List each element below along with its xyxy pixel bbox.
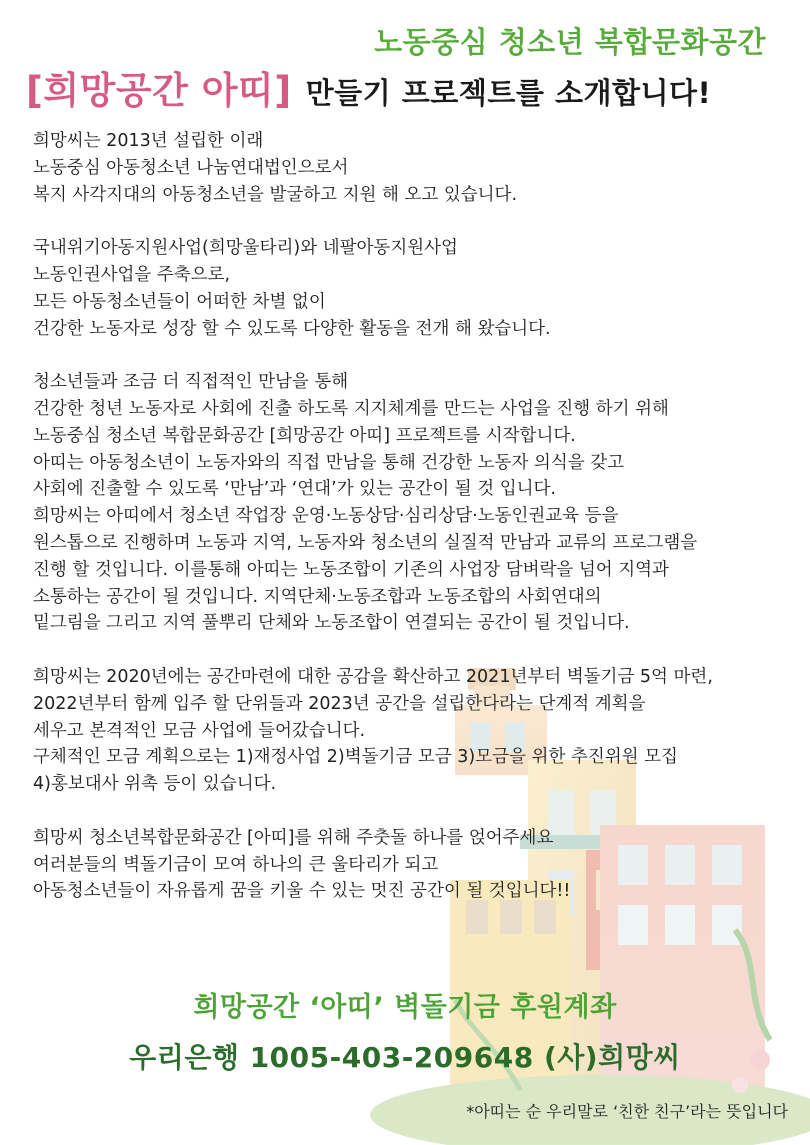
paragraph-appeal bbox=[33, 825, 793, 905]
footnote: *아띠는 순 우리말로 ‘친한 친구’라는 뜻입니다 bbox=[466, 1102, 788, 1121]
title-project-name: [희망공간 아띠] bbox=[26, 69, 292, 112]
header bbox=[0, 0, 810, 120]
text-line: 아동청소년들이 자유롭게 꿈을 키울 수 있는 멋진 공간이 될 것입니다!! bbox=[33, 881, 571, 902]
text-line: 희망씨는 아띠에서 청소년 작업장 운영·노동상담·심리상담·노동인권교육 등을 bbox=[33, 506, 619, 527]
text-line: 희망씨는 2020년에는 공간마련에 대한 공감을 확산하고 2021년부터 벽돌기금 5억 마련, bbox=[33, 666, 713, 687]
page-title bbox=[26, 60, 711, 114]
body-text bbox=[33, 128, 793, 932]
text-line: 건강한 청년 노동자로 사회에 진출 하도록 지지체계를 만드는 사업을 진행 하기 위해 bbox=[33, 398, 669, 419]
paragraph-plan bbox=[33, 664, 793, 798]
text-line: 청소년들과 조금 더 직접적인 만남을 통해 bbox=[33, 372, 349, 393]
text-line: 소통하는 공간이 될 것입니다. 지역단체·노동조합과 노동조합의 사회연대의 bbox=[33, 586, 602, 607]
subtitle: 노동중심 청소년 복합문화공간 bbox=[374, 25, 766, 59]
text-line: 사회에 진출할 수 있도록 ‘만남’과 ‘연대’가 있는 공간이 될 것 입니다. bbox=[33, 479, 556, 500]
text-line: 원스톱으로 진행하며 노동과 지역, 노동자와 청소년의 실질적 만남과 교류의 프로그램을 bbox=[33, 532, 698, 553]
text-line: 건강한 노동자로 성장 할 수 있도록 다양한 활동을 전개 해 왔습니다. bbox=[33, 318, 551, 339]
paragraph-project bbox=[33, 369, 793, 637]
text-line: 복지 사각지대의 아동청소년을 발굴하고 지원 해 오고 있습니다. bbox=[33, 184, 518, 205]
paragraph-intro bbox=[33, 128, 793, 208]
text-line: 세우고 본격적인 모금 사업에 들어갔습니다. bbox=[33, 720, 366, 741]
text-line: 구체적인 모금 계획으로는 1)재정사업 2)벽돌기금 모금 3)모금을 위한 추진위원 모집 bbox=[33, 747, 678, 768]
text-line: 밑그림을 그리고 지역 풀뿌리 단체와 노동조합이 연결되는 공간이 될 것입니다. bbox=[33, 613, 630, 634]
text-line: 희망씨는 2013년 설립한 이래 bbox=[33, 131, 264, 151]
title-text: 만들기 프로젝트를 소개합니다! bbox=[305, 76, 712, 110]
account-heading: 희망공간 ‘아띠’ 벽돌기금 후원계좌 bbox=[193, 992, 617, 1023]
text-line: 노동중심 아동청소년 나눔연대법인으로서 bbox=[33, 157, 349, 178]
text-line: 2022년부터 함께 입주 할 단위들과 2023년 공간을 설립한다라는 단계적 계획을 bbox=[33, 693, 646, 714]
text-line: 희망씨 청소년복합문화공간 [아띠]를 위해 주춧돌 하나를 얹어주세요 bbox=[33, 827, 554, 848]
text-line: 진행 할 것입니다. 이를통해 아띠는 노동조합이 기존의 사업장 담벼락을 넘어 지역과 bbox=[33, 559, 669, 580]
text-line: 여러분들의 벽돌기금이 모여 하나의 큰 울타리가 되고 bbox=[33, 854, 439, 875]
account-number: 우리은행 1005-403-209648 (사)희망씨 bbox=[129, 1041, 681, 1074]
paragraph-activities bbox=[33, 235, 793, 342]
text-line: 노동중심 청소년 복합문화공간 [희망공간 아띠] 프로젝트를 시작합니다. bbox=[33, 425, 576, 446]
text-line: 노동인권사업을 주축으로, bbox=[33, 264, 231, 285]
text-line: 모든 아동청소년들이 어떠한 차별 없이 bbox=[33, 291, 326, 312]
text-line: 국내위기아동지원사업(희망울타리)와 네팔아동지원사업 bbox=[33, 238, 458, 259]
donation-account bbox=[0, 985, 810, 1076]
text-line: 4)홍보대사 위촉 등이 있습니다. bbox=[33, 774, 277, 795]
text-line: 아띠는 아동청소년이 노동자와의 직접 만남을 통해 건강한 노동자 의식을 갖고 bbox=[33, 452, 625, 473]
